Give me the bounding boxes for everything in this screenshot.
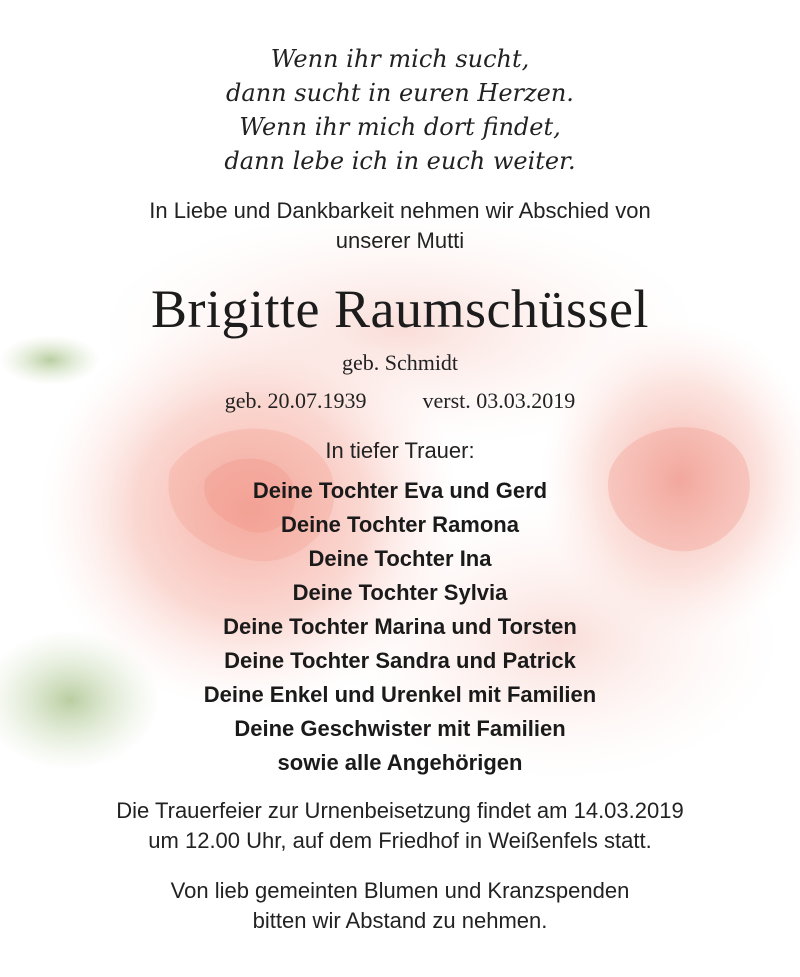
mourner-item: Deine Enkel und Urenkel mit Familien	[203, 682, 597, 707]
funeral-info	[0, 796, 800, 856]
funeral-line: Die Trauerfeier zur Urnenbeisetzung findet am 14.03.2019	[116, 798, 684, 823]
poem-line: Wenn ihr mich sucht,	[270, 45, 530, 73]
mourner-item: Deine Tochter Eva und Gerd	[252, 478, 548, 503]
flowers-note	[0, 876, 800, 936]
life-dates	[0, 386, 800, 416]
poem	[0, 42, 800, 178]
mourner-item: Deine Tochter Marina und Torsten	[223, 614, 577, 639]
funeral-line: um 12.00 Uhr, auf dem Friedhof in Weißenfels statt.	[148, 828, 652, 853]
mourner-item: Deine Tochter Ramona	[281, 512, 519, 537]
mourner-item: sowie alle Angehörigen	[277, 750, 523, 775]
mourner-item: Deine Tochter Sandra und Patrick	[224, 648, 576, 673]
poem-line: Wenn ihr mich dort findet,	[239, 113, 561, 141]
poem-line: dann sucht in euren Herzen.	[226, 79, 574, 107]
mourner-item: Deine Geschwister mit Familien	[234, 716, 566, 741]
flowers-line: Von lieb gemeinten Blumen und Kranzspenden	[170, 878, 630, 903]
mourning-heading: In tiefer Trauer:	[325, 438, 475, 463]
intro-line: In Liebe und Dankbarkeit nehmen wir Abschied von	[149, 198, 651, 223]
mourner-item: Deine Tochter Sylvia	[292, 580, 508, 605]
flowers-line: bitten wir Abstand zu nehmen.	[252, 908, 548, 933]
maiden-name: geb. Schmidt	[341, 350, 459, 375]
death-date: verst. 03.03.2019	[422, 388, 576, 413]
birth-date: geb. 20.07.1939	[224, 388, 367, 413]
deceased-name: Brigitte Raumschüssel	[151, 279, 649, 339]
intro-text	[0, 196, 800, 256]
mourner-item: Deine Tochter Ina	[308, 546, 492, 571]
intro-line: unserer Mutti	[335, 228, 465, 253]
mourners-list	[0, 474, 800, 780]
poem-line: dann lebe ich in euch weiter.	[224, 147, 576, 175]
